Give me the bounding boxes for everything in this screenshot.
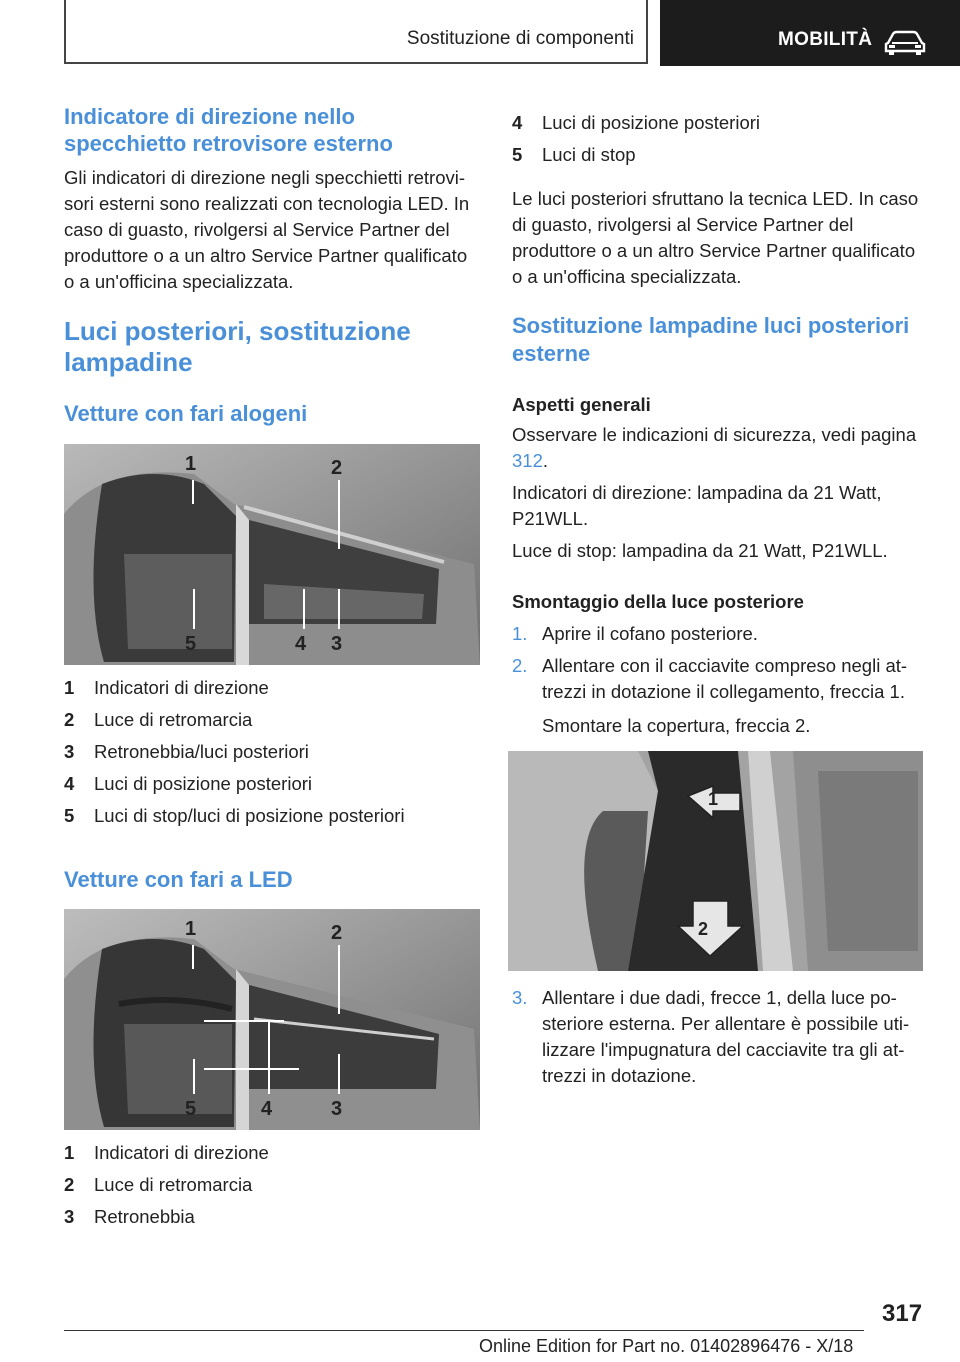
paragraph-led-info: Le luci posteriori sfruttano la tecnica LED. In caso di guasto, rivolgersi al Service Partner del produttore o a un altro Service Partner qualificato o a un'officina specializzata.: [512, 188, 919, 287]
heading-outer-replacement: Sostituzione lampadine luci posteriori esterne: [512, 313, 910, 366]
legend-text: Luce di retromarcia: [94, 1174, 253, 1195]
heading-halogen: Vetture con fari alogeni: [64, 401, 308, 426]
step-text: Aprire il cofano posteriore.: [542, 623, 758, 644]
heading-removal: Smontaggio della luce posteriore: [512, 591, 804, 612]
legend-number: 3: [64, 741, 75, 762]
callout-2: 2: [331, 922, 343, 944]
callout-2: 2: [698, 919, 709, 939]
callout-1: 1: [185, 918, 197, 940]
legend-row: [512, 112, 760, 144]
header-chapter-box: [660, 0, 960, 66]
legend-text: Luci di posizione posteriori: [542, 112, 761, 133]
paragraph-safety: [512, 422, 930, 474]
callout-4: 4: [295, 633, 307, 655]
legend-text: Luci di stop/luci di posizione posteriori: [94, 805, 405, 826]
step-number: 2.: [512, 655, 528, 676]
heading-general: Aspetti generali: [512, 394, 651, 415]
paragraph-stop-bulb: Luce di stop: lampadina da 21 Watt, P21WLL.: [512, 540, 888, 561]
legend-text: Retronebbia: [94, 1206, 195, 1227]
legend-number: 5: [512, 144, 523, 165]
legend-row: [64, 709, 405, 741]
step-text: Smontare la copertura, freccia 2.: [542, 715, 811, 736]
step-2-sub: [512, 713, 930, 739]
step-text: Allentare con il cacciavite compreso negli attrezzi in dotazione il collegamento, freccia 1.: [542, 655, 908, 702]
heading-tail-lights: Luci posteriori, sostituzione lampadine: [64, 316, 411, 377]
step-2: [512, 653, 930, 705]
step-3: [512, 985, 930, 1089]
footer-divider: [64, 1330, 864, 1331]
legend-row: [64, 1174, 269, 1206]
legend-number: 2: [64, 1174, 75, 1195]
legend-number: 4: [64, 773, 75, 794]
footer-edition: Online Edition for Part no. 01402896476 - X/18: [479, 1336, 854, 1356]
legend-led: [64, 1142, 269, 1238]
legend-row: [64, 677, 405, 709]
legend-number: 4: [512, 112, 523, 133]
callout-2: 2: [331, 457, 343, 479]
page-number: 317: [882, 1300, 923, 1327]
step-1: [512, 621, 930, 647]
car-icon: [884, 29, 926, 55]
step-text: Allentare i due dadi, frecce 1, della luce posteriore esterna. Per allentare è possibile utilizzare l'impugnatura del cacciavite tra gli attrezzi in dotazione.: [542, 987, 910, 1086]
callout-3: 3: [331, 1098, 343, 1120]
legend-text: Indicatori di direzione: [94, 677, 269, 698]
legend-row: [64, 805, 405, 837]
legend-row: [64, 1142, 269, 1174]
callout-5: 5: [185, 633, 197, 655]
callout-3: 3: [331, 633, 343, 655]
legend-number: 2: [64, 709, 75, 730]
paragraph-turn-bulb: Indicatori di direzione: lampadina da 21 Watt, P21WLL.: [512, 482, 882, 529]
legend-row: [64, 773, 405, 805]
section-title: Sostituzione di componenti: [406, 28, 634, 49]
safety-text-end: .: [542, 450, 549, 471]
legend-text: Luci di posizione posteriori: [94, 773, 313, 794]
legend-text: Luci di stop: [542, 144, 636, 165]
header-section-box: [64, 0, 648, 64]
taillight-led-image: [64, 909, 480, 1130]
heading-led: Vetture con fari a LED: [64, 867, 293, 892]
legend-text: Retronebbia/luci posteriori: [94, 741, 309, 762]
legend-row: [64, 1206, 269, 1238]
legend-number: 5: [64, 805, 75, 826]
legend-number: 1: [64, 677, 75, 698]
legend-number: 3: [64, 1206, 75, 1227]
legend-halogen: [64, 677, 405, 837]
step-number: 3.: [512, 987, 528, 1008]
taillight-halogen-image: [64, 444, 480, 665]
legend-text: Luce di retromarcia: [94, 709, 253, 730]
legend-text: Indicatori di direzione: [94, 1142, 269, 1163]
page-link-312[interactable]: 312: [512, 450, 543, 471]
heading-mirror-indicator: Indicatore di direzione nello specchietto retrovisore esterno: [64, 104, 393, 156]
legend-row: [512, 144, 760, 176]
legend-led-continued: [512, 112, 760, 176]
step-number: 1.: [512, 623, 528, 644]
callout-1: 1: [708, 789, 719, 809]
callout-5: 5: [185, 1098, 197, 1120]
callout-4: 4: [261, 1098, 273, 1120]
paragraph-mirror-indicator: Gli indicatori di direzione negli specchietti retrovisori esterni sono realizzati con tecnologia LED. In caso di guasto, rivolgersi al Service Partner del produttore o a un altro Service Partner qualificato o a un'officina specializzata.: [64, 167, 470, 292]
callout-1: 1: [185, 453, 197, 475]
trunk-cover-image: [508, 751, 923, 971]
legend-number: 1: [64, 1142, 75, 1163]
legend-row: [64, 741, 405, 773]
safety-text: Osservare le indicazioni di sicurezza, vedi pagina: [512, 424, 917, 445]
chapter-title: MOBILITÀ: [778, 29, 873, 50]
